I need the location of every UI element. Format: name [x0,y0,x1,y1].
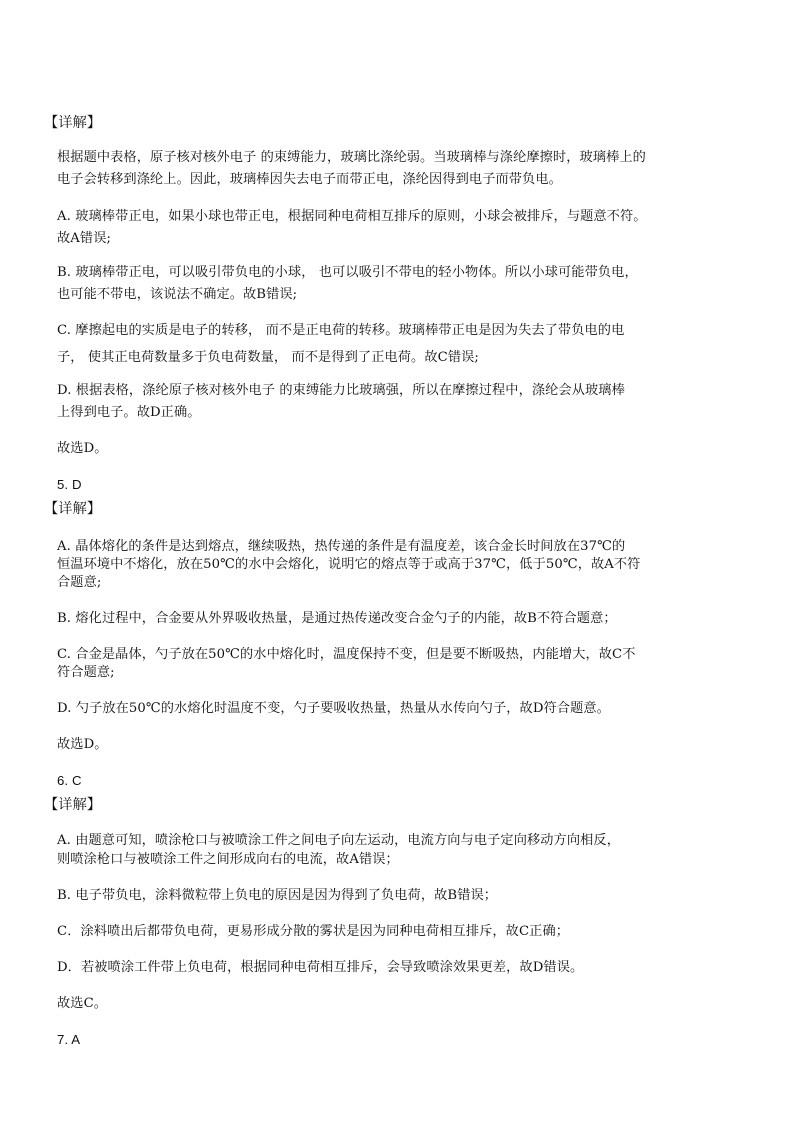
q4-option-b-line-1: B. 玻璃棒带正电，可以吸引带负电的小球， 也可以吸引不带电的轻小物体。所以小球可能带负电， [57,265,638,280]
q5-option-c-line-1: C. 合金是晶体，勺子放在50℃的水中熔化时，温度保持不变，但是要不断吸热，内能增大，故C不 [57,647,636,662]
q6-option-a-line-1: A. 由题意可知，喷涂枪口与被喷涂工件之间电子向左运动，电流方向与电子定向移动方向相反， [57,833,620,848]
q5-option-c-line-2: 符合题意; [57,665,115,680]
q6-option-b: B. 电子带负电，涂料微粒带上负电的原因是因为得到了负电荷，故B错误； [57,888,498,903]
q5-option-a-line-2: 恒温环境中不熔化，放在50℃的水中会熔化，说明它的熔点等于或高于37℃，低于50℃，故A不符 [57,557,641,572]
q4-option-a-line-2: 故A错误; [57,231,112,246]
q6-option-d: D．若被喷涂工件带上负电荷，根据同种电荷相互排斥，会导致喷涂效果更差，故D错误。 [57,960,584,975]
q5-option-a-line-1: A. 晶体熔化的条件是达到熔点，继续吸热，热传递的条件是有温度差，该合金长时间放在37℃的 [57,539,626,554]
q4-intro-line-2: 电子会转移到涤纶上。因此，玻璃棒因失去电子而带正电，涤纶因得到电子而带负电。 [57,172,562,187]
q4-detail-header: 【详解】 [44,115,102,131]
q6-option-a-line-2: 则喷涂枪口与被喷涂工件之间形成向右的电流，故A错误； [57,852,399,867]
q5-conclusion: 故选D。 [57,737,108,752]
q6-detail-header: 【详解】 [44,797,102,813]
q5-detail-header: 【详解】 [44,501,102,517]
q7-answer: 7. A [57,1032,81,1047]
q4-option-b-line-2: 也可能不带电，该说法不确定。故B错误; [57,287,298,302]
q4-option-a-line-1: A. 玻璃棒带正电，如果小球也带正电，根据同种电荷相互排斥的原则，小球会被排斥，与题意不符。 [57,209,647,224]
q4-option-d-line-2: 上得到电子。故D正确。 [57,405,201,420]
q6-option-c: C．涂料喷出后都带负电荷，更易形成分散的雾状是因为同种电荷相互排斥，故C正确； [57,924,570,939]
q5-option-a-line-3: 合题意; [57,575,102,590]
q4-option-c-line-2: 子， 使其正电荷数量多于负电荷数量， 而不是得到了正电荷。故C错误; [57,350,479,365]
q5-option-b: B. 熔化过程中，合金要从外界吸收热量，是通过热传递改变合金勺子的内能，故B不符合题意； [57,611,617,626]
q4-intro-line-1: 根据题中表格，原子核对核外电子 的束缚能力，玻璃比涤纶弱。当玻璃棒与涤纶摩擦时，玻璃棒上的 [57,150,646,165]
q6-answer: 6. C [57,773,82,788]
q5-option-d: D. 勺子放在50℃的水熔化时温度不变，勺子要吸收热量，热量从水传向勺子，故D符合题意。 [57,701,610,716]
q4-option-c-line-1: C. 摩擦起电的实质是电子的转移， 而不是正电荷的转移。玻璃棒带正电是因为失去了带负电的电 [57,323,625,338]
q5-answer: 5. D [57,477,82,492]
q4-option-d-line-1: D. 根据表格，涤纶原子核对核外电子 的束缚能力比玻璃强，所以在摩擦过程中，涤纶会从玻璃棒 [57,383,625,398]
q6-conclusion: 故选C。 [57,996,108,1011]
q4-conclusion: 故选D。 [57,441,108,456]
